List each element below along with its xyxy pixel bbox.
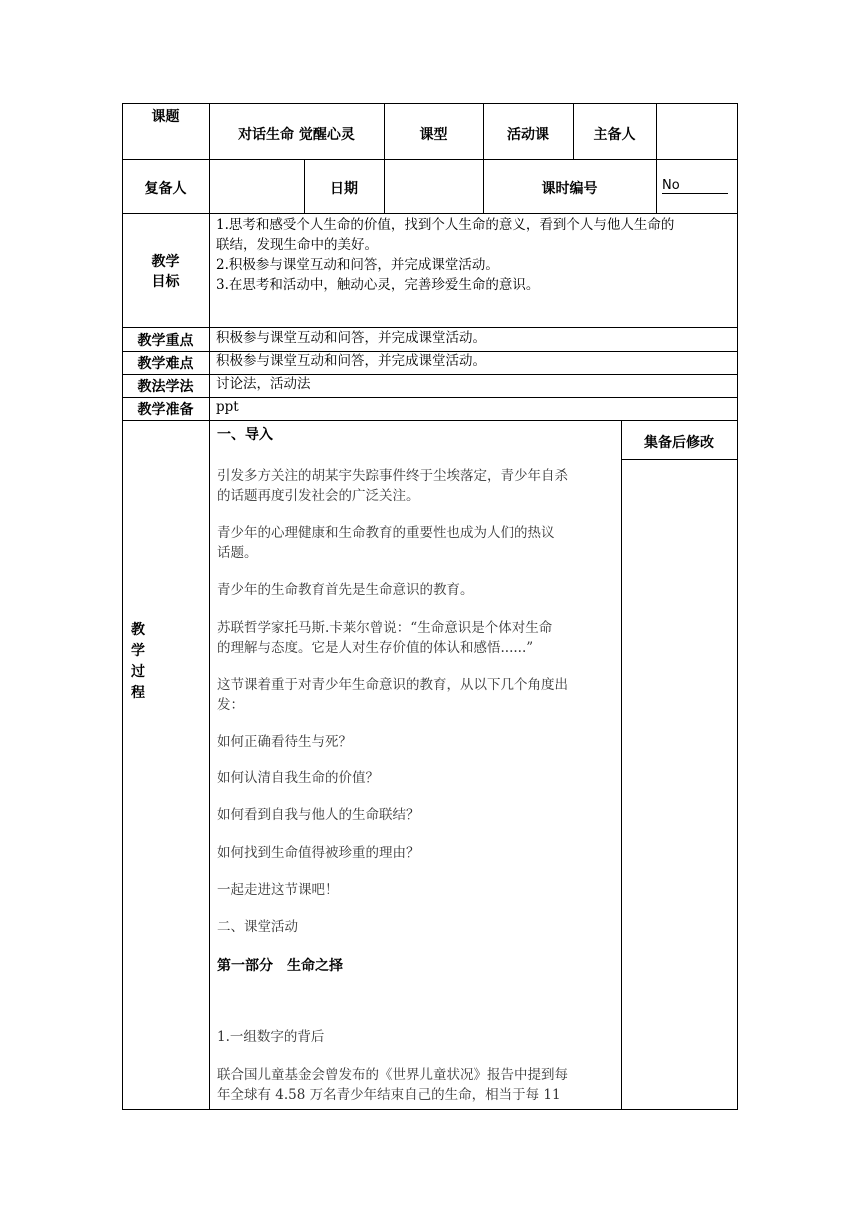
key-point-label: 教学重点 xyxy=(137,333,194,349)
subsection-1-paragraph: 联合国儿童基金会曾发布的《世界儿童状况》报告中提到每 年全球有 4.58 万名青少年结束自己的生命，相当于每 11 xyxy=(217,1067,568,1103)
method-label: 教法学法 xyxy=(137,379,194,395)
type-label: 课型 xyxy=(419,127,448,143)
goal-item-1-cont: 联结，发现生命中的美好。 xyxy=(216,237,378,253)
type-value: 活动课 xyxy=(507,127,549,143)
goals-list xyxy=(216,215,736,295)
intro-closing: 一起走进这节课吧！ xyxy=(217,882,339,898)
subsection-1: 1.一组数字的背后 xyxy=(217,1029,325,1045)
difficulty-label: 教学难点 xyxy=(137,356,194,372)
intro-paragraph-1: 引发多方关注的胡某宇失踪事件终于尘埃落定，青少年自杀 的话题再度引发社会的广泛关注。 xyxy=(217,468,568,504)
main-prep-label: 主备人 xyxy=(593,127,636,143)
intro-heading: 一、导入 xyxy=(217,427,273,443)
date-label: 日期 xyxy=(330,181,358,197)
topic-label: 课题 xyxy=(151,109,180,125)
goal-item-3: 3.在思考和活动中，触动心灵，完善珍爱生命的意识。 xyxy=(216,277,540,293)
question-4: 如何找到生命值得被珍重的理由？ xyxy=(217,845,420,861)
topic-value: 对话生命 觉醒心灵 xyxy=(238,127,355,143)
co-prep-label: 复备人 xyxy=(144,181,187,197)
goal-item-2: 2.积极参与课堂互动和问答，并完成课堂活动。 xyxy=(216,257,499,273)
process-label: 教 学 过 程 xyxy=(131,622,145,701)
lesson-no-label: 课时编号 xyxy=(541,181,598,197)
intro-paragraph-3: 青少年的生命教育首先是生命意识的教育。 xyxy=(217,582,474,598)
prep-label: 教学准备 xyxy=(137,402,194,418)
question-2: 如何认清自我生命的价值？ xyxy=(217,770,379,786)
method-value: 讨论法，活动法 xyxy=(216,376,311,392)
intro-paragraph-5: 这节课着重于对青少年生命意识的教育，从以下几个角度出 发： xyxy=(217,677,568,713)
difficulty-value: 积极参与课堂互动和问答，并完成课堂活动。 xyxy=(216,353,486,369)
question-3: 如何看到自我与他人的生命联结？ xyxy=(217,807,420,823)
intro-paragraph-2: 青少年的心理健康和生命教育的重要性也成为人们的热议 话题。 xyxy=(217,525,555,561)
revision-header: 集备后修改 xyxy=(644,435,714,451)
activity-heading: 二、课堂活动 xyxy=(217,919,298,935)
goal-item-1: 1.思考和感受个人生命的价值，找到个人生命的意义，看到个人与他人生命的 xyxy=(216,217,675,233)
question-1: 如何正确看待生与死？ xyxy=(217,734,352,750)
key-point-value: 积极参与课堂互动和问答，并完成课堂活动。 xyxy=(216,330,486,346)
goals-label: 教学 目标 xyxy=(151,254,180,290)
intro-paragraph-4: 苏联哲学家托马斯.卡莱尔曾说：“生命意识是个体对生命 的理解与态度。它是人对生存价值的体认和感悟......” xyxy=(217,620,553,656)
lesson-no-value: No xyxy=(662,178,728,194)
part1-heading: 第一部分 生命之择 xyxy=(217,958,343,974)
prep-value: ppt xyxy=(216,399,239,415)
